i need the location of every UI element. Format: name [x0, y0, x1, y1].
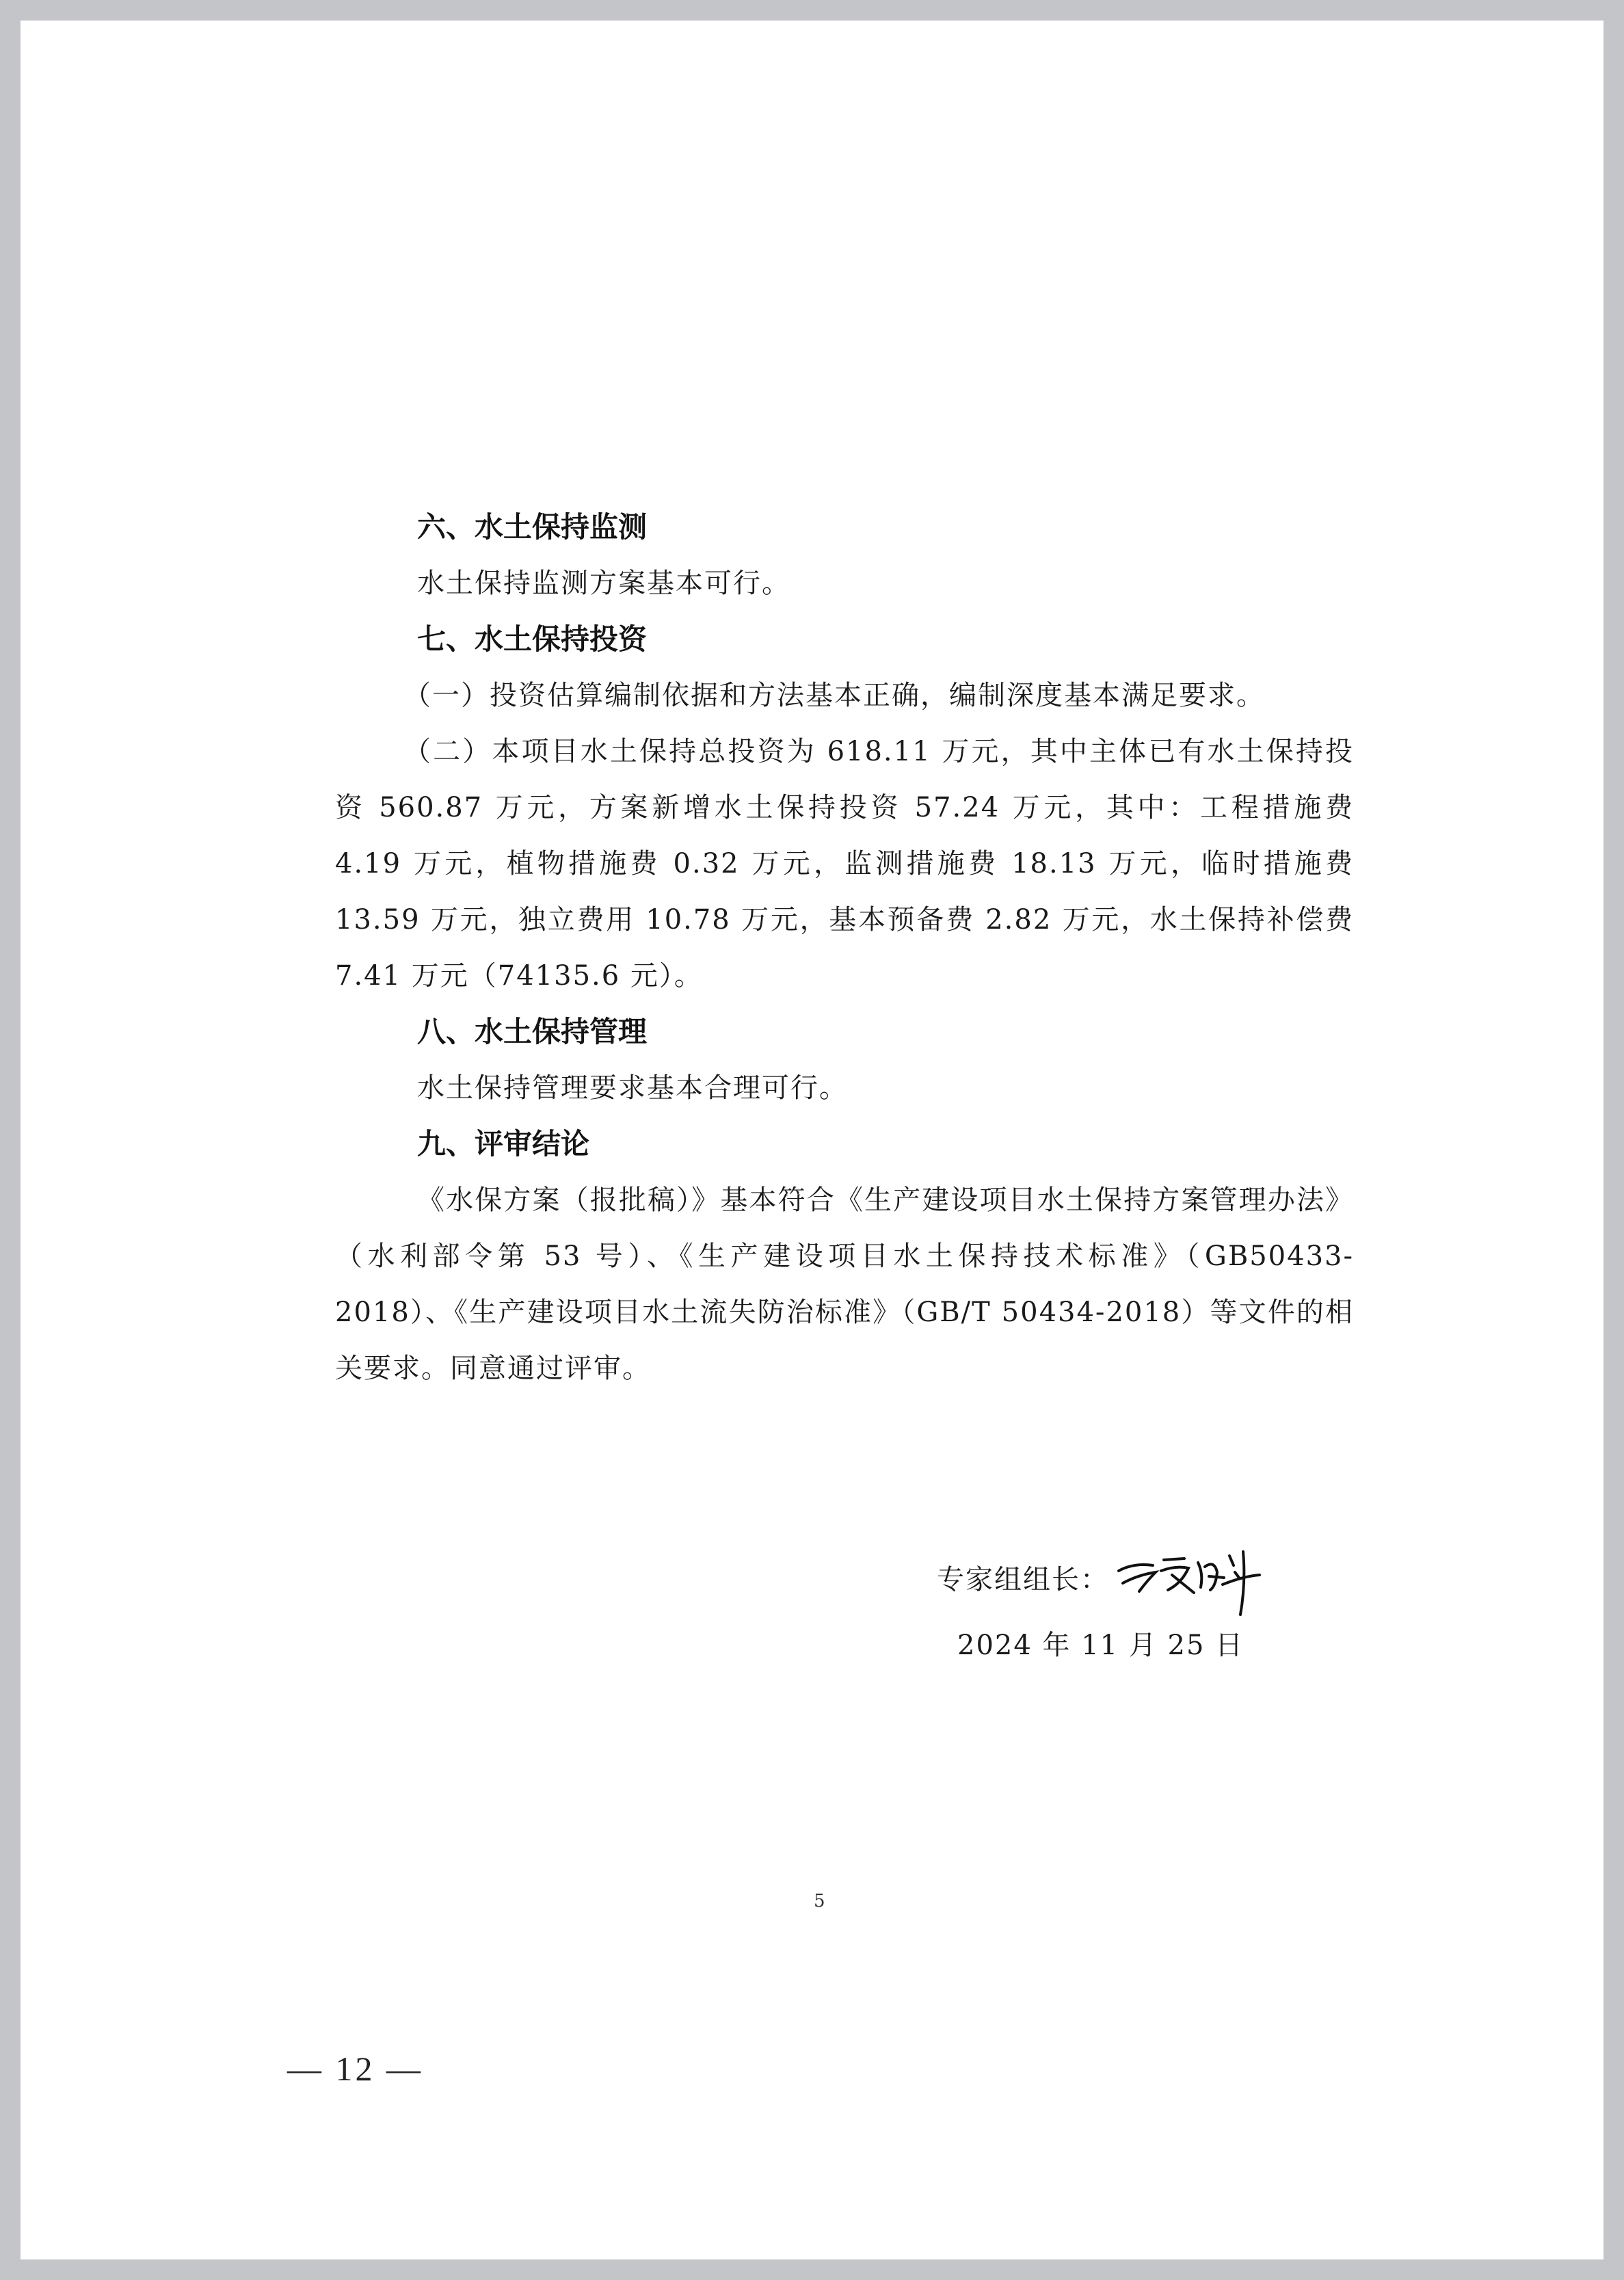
outer-page-number: — 12 — [287, 2050, 423, 2088]
section-heading-investment: 七、水土保持投资 [417, 622, 648, 656]
document-body [335, 499, 1354, 1396]
section-heading-management: 八、水土保持管理 [417, 1015, 648, 1048]
section-heading-monitoring: 六、水土保持监测 [417, 510, 648, 544]
signature-line [937, 1542, 1320, 1617]
section-heading-conclusion: 九、评审结论 [417, 1127, 590, 1161]
signature-date: 2024 年 11 月 25 日 [957, 1630, 1244, 1661]
investment-item-1: （一）投资估算编制依据和方法基本正确，编制深度基本满足要求。 [403, 680, 1265, 711]
investment-item-2: （二）本项目水土保持总投资为 618.11 万元，其中主体已有水土保持投资 560.87 万元，方案新增水土保持投资 57.24 万元，其中：工程措施费 4.19 万元，植物措施费 0.32 万元，监测措施费 18.13 万元，临时措施费 13.59 万元，独立费用 10.78 万元，基本预备费 2.82 万元，水土保持补偿费 7.41 万元（74135.6 元）。 [335, 736, 1354, 992]
section-text-monitoring: 水土保持监测方案基本可行。 [417, 568, 790, 599]
section-text-management: 水土保持管理要求基本合理可行。 [417, 1072, 848, 1104]
section-text-conclusion: 《水保方案（报批稿）》基本符合《生产建设项目水土保持方案管理办法》（水利部令第 53 号）、《生产建设项目水土保持技术标准》（GB50433-2018）、《生产建设项目水土流失防治标准》（GB/T 50434-2018）等文件的相关要求。同意通过评审。 [335, 1184, 1354, 1384]
signature-label: 专家组组长： [937, 1564, 1109, 1595]
inner-page-number: 5 [814, 1891, 825, 1911]
handwritten-signature [1113, 1535, 1270, 1617]
document-page [21, 21, 1603, 2259]
signature-block [937, 1542, 1320, 1673]
